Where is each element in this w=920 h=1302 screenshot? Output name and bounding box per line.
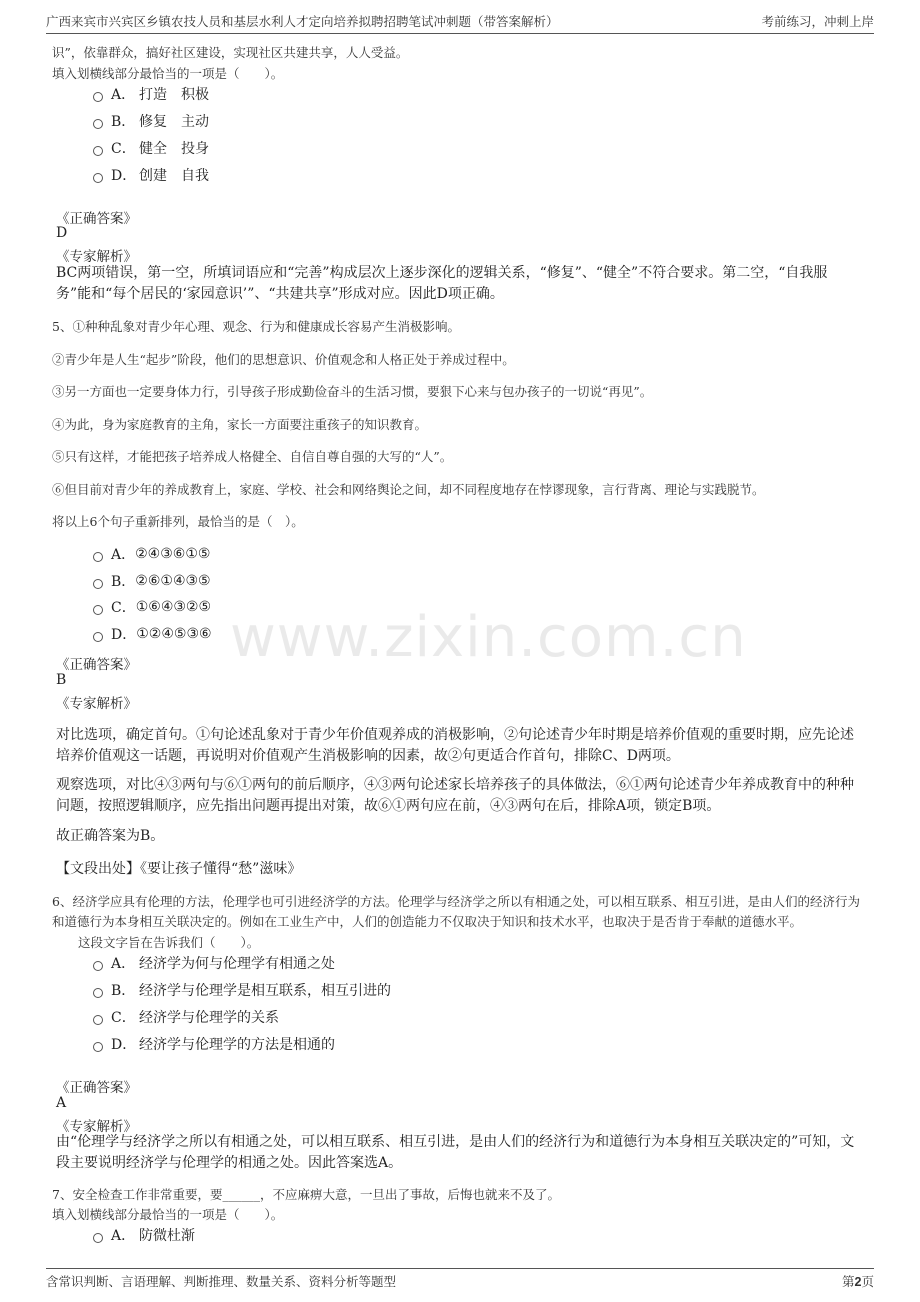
option-label: A．	[111, 547, 136, 563]
option-text: 防微杜渐	[139, 1228, 195, 1244]
option-text: 健全 投身	[139, 141, 209, 157]
q5-prompt: 将以上6个句子重新排列，最恰当的是（ ）。	[52, 514, 304, 529]
q7-prompt: 填入划横线部分最恰当的一项是（ ）。	[52, 1207, 284, 1222]
footer-divider	[46, 1268, 874, 1269]
option-label: A．	[111, 956, 136, 972]
radio-icon[interactable]	[93, 988, 103, 998]
option-label: C．	[111, 141, 136, 157]
q5-analysis-p3: 故正确答案为B。	[56, 828, 165, 844]
option-text: 经济学为何与伦理学有相通之处	[139, 956, 335, 972]
q6-option-a[interactable]	[93, 953, 335, 973]
q6-prompt: 这段文字旨在告诉我们（ ）。	[78, 935, 260, 950]
radio-icon[interactable]	[93, 961, 103, 971]
watermark: www.zixin.com.cn	[230, 605, 747, 670]
option-text: 经济学与伦理学是相互联系，相互引进的	[139, 983, 391, 999]
q6-option-c[interactable]	[93, 1007, 279, 1027]
radio-icon[interactable]	[93, 1233, 103, 1243]
q4-option-b[interactable]	[93, 111, 209, 131]
option-text: 经济学与伦理学的关系	[139, 1010, 279, 1026]
radio-icon[interactable]	[93, 119, 103, 129]
option-label: B．	[111, 114, 136, 130]
q4-stem-cont: 识”，依靠群众，搞好社区建设，实现社区共建共享，人人受益。	[52, 45, 409, 60]
q5-sentence-1: 5、①种种乱象对青少年心理、观念、行为和健康成长容易产生消极影响。	[52, 319, 460, 334]
footer-topics: 含常识判断、言语理解、判断推理、数量关系、资料分析等题型	[46, 1274, 397, 1289]
q6-analysis: 由“伦理学与经济学之所以有相通之处，可以相互联系、相互引进，是由人们的经济行为和道德行为本身相互关联决定的”可知，文段主要说明经济学与伦理学的相通之处。因此答案选A。	[56, 1134, 855, 1171]
q6-answer-title: 《正确答案》	[56, 1080, 137, 1096]
option-label: D．	[111, 1037, 137, 1053]
q4-option-a[interactable]	[93, 84, 209, 104]
option-text: 打造 积极	[139, 87, 209, 103]
q5-answer: B	[56, 672, 67, 688]
q7-stem: 7、安全检查工作非常重要，要______，不应麻痹大意，一旦出了事故，后悔也就来不及了。	[52, 1187, 560, 1202]
option-label: A．	[111, 87, 136, 103]
option-label: D．	[111, 627, 137, 643]
radio-icon[interactable]	[93, 579, 103, 589]
q4-answer: D	[56, 225, 68, 241]
q5-source: 【文段出处】《要让孩子懂得“愁”滋味》	[56, 861, 302, 877]
q4-prompt: 填入划横线部分最恰当的一项是（ ）。	[52, 66, 284, 81]
q5-option-a[interactable]	[93, 544, 210, 564]
q4-analysis: BC两项错误，第一空，所填词语应和“完善”构成层次上逐步深化的逻辑关系，“修复”、“健全”不符合要求。第二空，“自我服务”能和“每个居民的‘家园意识’”、“共建共享”形成对应。因此D项正确。	[56, 265, 828, 302]
option-label: B．	[111, 983, 136, 999]
q5-sentence-3: ③另一方面也一定要身体力行，引导孩子形成勤俭奋斗的生活习惯，要狠下心来与包办孩子的一切说“再见”。	[52, 384, 653, 399]
q5-analysis-p1: 对比选项，确定首句。①句论述乱象对于青少年价值观养成的消极影响，②句论述青少年时期是培养价值观的重要时期，应先论述培养价值观这一话题，再说明对价值观产生消极影响的因素，故②句更适合作首句，排除C、D两项。	[56, 727, 854, 764]
radio-icon[interactable]	[93, 1042, 103, 1052]
doc-header-slogan: 考前练习，冲刺上岸	[761, 14, 874, 29]
radio-icon[interactable]	[93, 552, 103, 562]
q6-answer: A	[56, 1095, 67, 1111]
option-text: 经济学与伦理学的方法是相通的	[139, 1037, 335, 1053]
option-text: ①②④⑤③⑥	[136, 626, 212, 642]
q4-analysis-title: 《专家解析》	[56, 249, 137, 265]
option-label: A．	[111, 1228, 136, 1244]
q4-option-d[interactable]	[93, 165, 209, 185]
doc-header-title: 广西来宾市兴宾区乡镇农技人员和基层水利人才定向培养拟聘招聘笔试冲刺题（带答案解析）	[46, 14, 559, 29]
option-text: ②⑥①④③⑤	[135, 573, 211, 589]
option-text: 修复 主动	[139, 114, 209, 130]
q6-analysis-title: 《专家解析》	[56, 1119, 137, 1135]
option-text: ①⑥④③②⑤	[135, 599, 212, 615]
option-label: C．	[111, 1010, 136, 1026]
option-label: B．	[111, 574, 136, 590]
radio-icon[interactable]	[93, 146, 103, 156]
q6-stem: 6、经济学应具有伦理的方法，伦理学也可引进经济学的方法。伦理学与经济学之所以有相通之处，可以相互联系、相互引进，是由人们的经济行为和道德行为本身相互关联决定的。例如在工业生产中，人们的创造能力不仅取决于知识和技术水平，也取决于是否肯于奉献的道德水平。	[52, 894, 860, 929]
radio-icon[interactable]	[93, 605, 103, 615]
footer-page-number	[842, 1272, 874, 1290]
radio-icon[interactable]	[93, 92, 103, 102]
q5-sentence-4: ④为此，身为家庭教育的主角，家长一方面要注重孩子的知识教育。	[52, 417, 428, 432]
page-num: 2	[854, 1275, 862, 1289]
radio-icon[interactable]	[93, 1015, 103, 1025]
q5-analysis-title: 《专家解析》	[56, 696, 137, 712]
q5-option-c[interactable]	[93, 597, 211, 617]
page-prefix: 第	[842, 1274, 855, 1289]
q5-option-b[interactable]	[93, 571, 211, 591]
q6-option-b[interactable]	[93, 980, 391, 1000]
q5-sentence-6: ⑥但目前对青少年的养成教育上，家庭、学校、社会和网络舆论之间，却不同程度地存在悖谬现象，言行背离、理论与实践脱节。	[52, 482, 765, 497]
option-label: D．	[111, 168, 137, 184]
header-divider	[46, 33, 874, 34]
q5-option-d[interactable]	[93, 624, 212, 644]
radio-icon[interactable]	[93, 632, 103, 642]
q7-option-a[interactable]	[93, 1225, 195, 1245]
page-suffix: 页	[861, 1274, 874, 1289]
radio-icon[interactable]	[93, 173, 103, 183]
q4-option-c[interactable]	[93, 138, 209, 158]
option-text: 创建 自我	[139, 168, 209, 184]
q5-sentence-5: ⑤只有这样，才能把孩子培养成人格健全、自信自尊自强的大写的“人”。	[52, 449, 453, 464]
q4-answer-title: 《正确答案》	[56, 211, 137, 227]
option-text: ②④③⑥①⑤	[135, 546, 211, 562]
q5-sentence-2: ②青少年是人生“起步”阶段，他们的思想意识、价值观念和人格正处于养成过程中。	[52, 352, 515, 367]
q5-answer-title: 《正确答案》	[56, 657, 137, 673]
option-label: C．	[111, 600, 136, 616]
q6-option-d[interactable]	[93, 1034, 335, 1054]
q5-analysis-p2: 观察选项，对比④③两句与⑥①两句的前后顺序，④③两句论述家长培养孩子的具体做法，⑥①两句论述青少年养成教育中的种种问题，按照逻辑顺序，应先指出问题再提出对策，故⑥①两句应在前，④③两句在后，排除A项，锁定B项。	[56, 777, 854, 814]
